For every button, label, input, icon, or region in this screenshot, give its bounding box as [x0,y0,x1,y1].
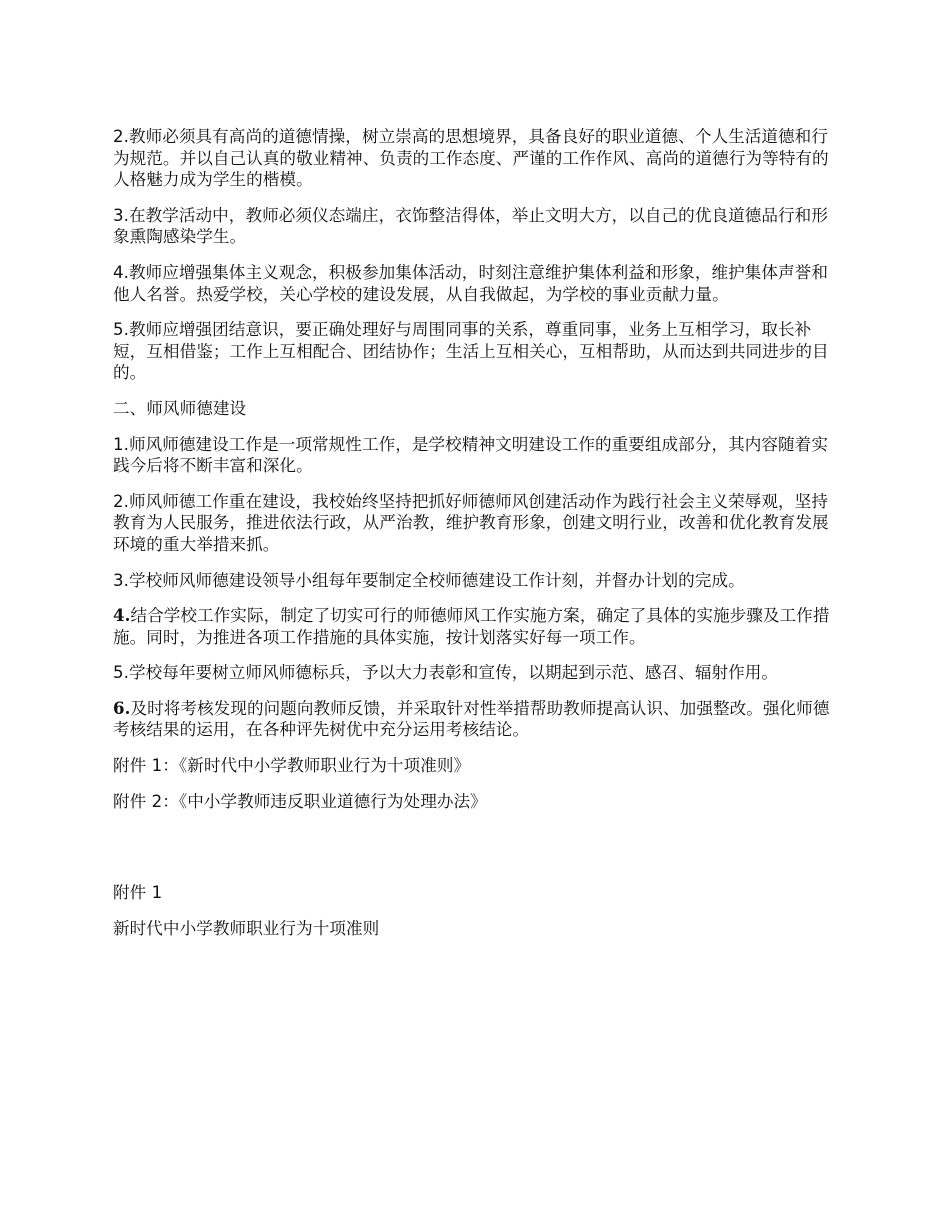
item-number: 2. [113,491,129,511]
item-number: 6. [113,697,131,718]
section1-item-3 [113,205,841,248]
item-number: 5. [113,663,129,683]
item-number: 5. [113,320,129,340]
attachment-1-reference: 附件 1：《新时代中小学教师职业行为十项准则》 [113,756,471,776]
section2-item-4 [113,605,841,648]
item-text: 师风师德工作重在建设，我校始终坚持把抓好师德师风创建活动作为践行社会主义荣辱观，坚持教育为人民服务，推进依法行政，从严治教，维护教育形象，创建文明行业，改善和优化教育发展环境的重大举措来抓。 [113,491,829,554]
item-text: 结合学校工作实际，制定了切实可行的师德师风工作实施方案，确定了具体的实施步骤及工作措施。同时，为推进各项工作措施的具体实施，按计划落实好每一项工作。 [113,606,830,647]
item-text: 学校每年要树立师风师德标兵，予以大力表彰和宣传，以期起到示范、感召、辐射作用。 [128,663,779,683]
item-text: 学校师风师德建设领导小组每年要制定全校师德建设工作计刻，并督办计划的完成。 [128,570,745,590]
item-number: 4. [113,605,131,626]
section2-item-2 [113,491,841,556]
section1-item-5 [113,319,841,384]
attachment-2-reference: 附件 2：《中小学教师违反职业道德行为处理办法》 [113,791,487,811]
item-number: 3. [113,570,129,590]
document-page [113,126,841,953]
section2-item-3 [113,570,841,592]
section2-item-6 [113,698,841,741]
section1-item-2 [113,126,841,191]
section2-item-1 [113,434,841,477]
item-number: 1. [113,434,129,454]
page-spacer [113,826,841,882]
appendix-title: 新时代中小学教师职业行为十项准则 [113,918,380,938]
item-number: 2. [113,127,129,146]
item-number: 3. [113,205,129,225]
item-text: 教师必须具有高尚的道德情操，树立崇高的思想境界，具备良好的职业道德、个人生活道德和行为规范。并以自己认真的敬业精神、负责的工作态度、严谨的工作作风、高尚的道德行为等特有的人格魅力成为学生的楷模。 [113,127,829,190]
section2-item-5 [113,662,841,684]
item-text: 在教学活动中，教师必须仪态端庄，衣饰整洁得体，举止文明大方，以自己的优良道德品行和形象熏陶感染学生。 [113,205,828,247]
section1-item-4 [113,262,841,305]
item-number: 4. [113,262,129,282]
item-text: 教师应增强团结意识，要正确处理好与周围同事的关系，尊重同事，业务上互相学习，取长补短，互相借鉴；工作上互相配合、团结协作；生活上互相关心，互相帮助，从而达到共同进步的目的。 [113,320,829,383]
item-text: 师风师德建设工作是一项常规性工作，是学校精神文明建设工作的重要组成部分，其内容随着实践今后将不断丰富和深化。 [113,434,828,476]
item-text: 及时将考核发现的问题向教师反馈，并采取针对性举措帮助教师提高认识、加强整改。强化师德考核结果的运用，在各种评先树优中充分运用考核结论。 [113,698,830,740]
item-text: 教师应增强集体主义观念，积极参加集体活动，时刻注意维护集体利益和形象，维护集体声誉和他人名誉。热爱学校，关心学校的建设发展，从自我做起，为学校的事业贡献力量。 [113,262,828,304]
appendix-label: 附件 1 [113,883,163,903]
section2-heading: 二、师风师德建设 [113,398,247,418]
